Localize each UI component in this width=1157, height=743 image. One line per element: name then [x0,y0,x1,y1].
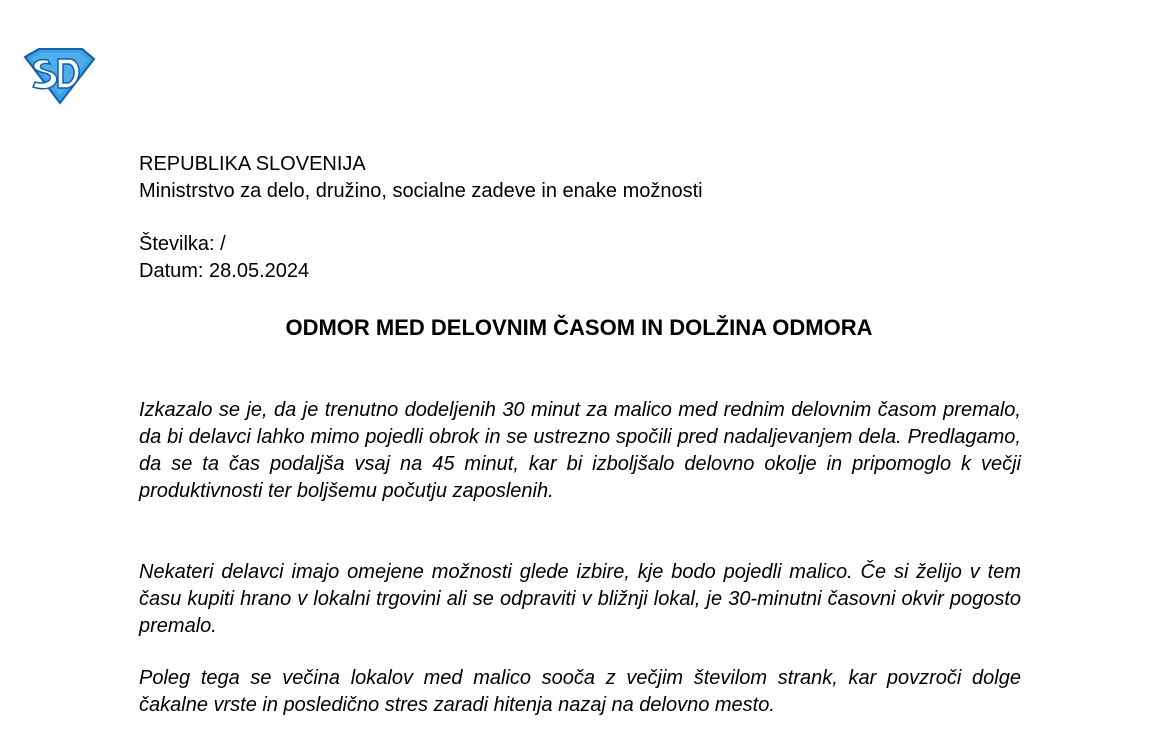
ministry-logo-icon [22,47,96,105]
document-title: ODMOR MED DELOVNIM ČASOM IN DOLŽINA ODMORA [285,315,873,340]
country-name: REPUBLIKA SLOVENIJA [139,153,366,175]
document-number: Številka: / [139,233,226,255]
ministry-name: Ministrstvo za delo, družino, socialne zadeve in enake možnosti [139,180,703,202]
document-date: Datum: 28.05.2024 [139,260,310,282]
letterhead [139,151,703,205]
body-paragraph: Nekateri delavci imajo omejene možnosti glede izbire, kje bodo pojedli malico. Če si želijo v tem času kupiti hrano v lokalni trgovini ali se odpraviti v bližnji lokal, je 30-minutni časovni okvir pogosto premalo. [139,561,1021,637]
body-paragraph: Poleg tega se večina lokalov med malico sooča z večjim številom strank, kar povzroči dolge čakalne vrste in posledično stres zaradi hitenja nazaj na delovno mesto. [139,667,1021,716]
body-paragraph: Izkazalo se je, da je trenutno dodeljenih 30 minut za malico med rednim delovnim časom premalo, da bi delavci lahko mimo pojedli obrok in se ustrezno spočili pred nadaljevanjem dela. Predlagamo, da se ta čas podaljša vsaj na 45 minut, kar bi izboljšalo delovno okolje in pripomoglo k večji produktivnosti ter boljšemu počutju zaposlenih. [139,399,1021,502]
document-meta [139,231,309,285]
